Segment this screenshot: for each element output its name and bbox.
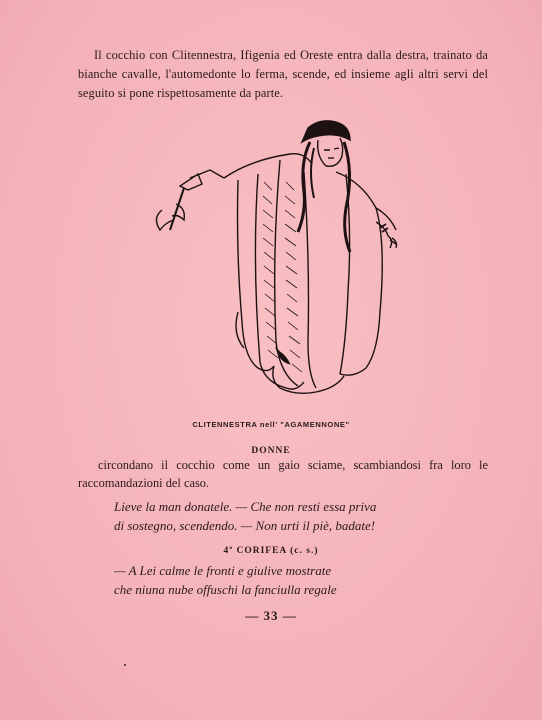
verse-line: — A Lei calme le fronti e giulive mostrate: [114, 563, 332, 578]
paper-speck: [124, 664, 126, 666]
verse-line: che niuna nube offuschi la fanciulla regale: [114, 582, 337, 597]
intro-text: Il cocchio con Clitennestra, Ifigenia ed Oreste entra dalla destra, trainato da bianche cavalle, l'automedonte lo ferma, scende, ed insieme agli altri servi del seguito si pone rispettosamente da parte.: [78, 48, 488, 100]
clitennestra-illustration: [140, 112, 410, 412]
head-icon: [298, 121, 350, 252]
stage-direction-text: circondano il cocchio come un gaio sciame, scambiandosi fra loro le raccomandazioni del caso.: [78, 458, 488, 490]
speaker-corifea: 4ª CORIFEA (c. s.): [223, 546, 319, 556]
axe-icon: [156, 170, 224, 230]
stage-direction: [78, 456, 488, 492]
verse-line: di sostegno, scendendo. — Non urti il piè, badate!: [114, 518, 376, 533]
verse-line: Lieve la man donatele. — Che non resti essa priva: [114, 499, 377, 514]
speaker-donne: DONNE: [251, 446, 291, 456]
page-number: — 33 —: [245, 608, 297, 623]
illustration-caption: CLITENNESTRA nell' "AGAMENNONE": [192, 420, 350, 429]
robe-icon: [224, 154, 396, 394]
intro-paragraph: [78, 46, 488, 103]
robe-stripes-icon: [263, 182, 302, 372]
